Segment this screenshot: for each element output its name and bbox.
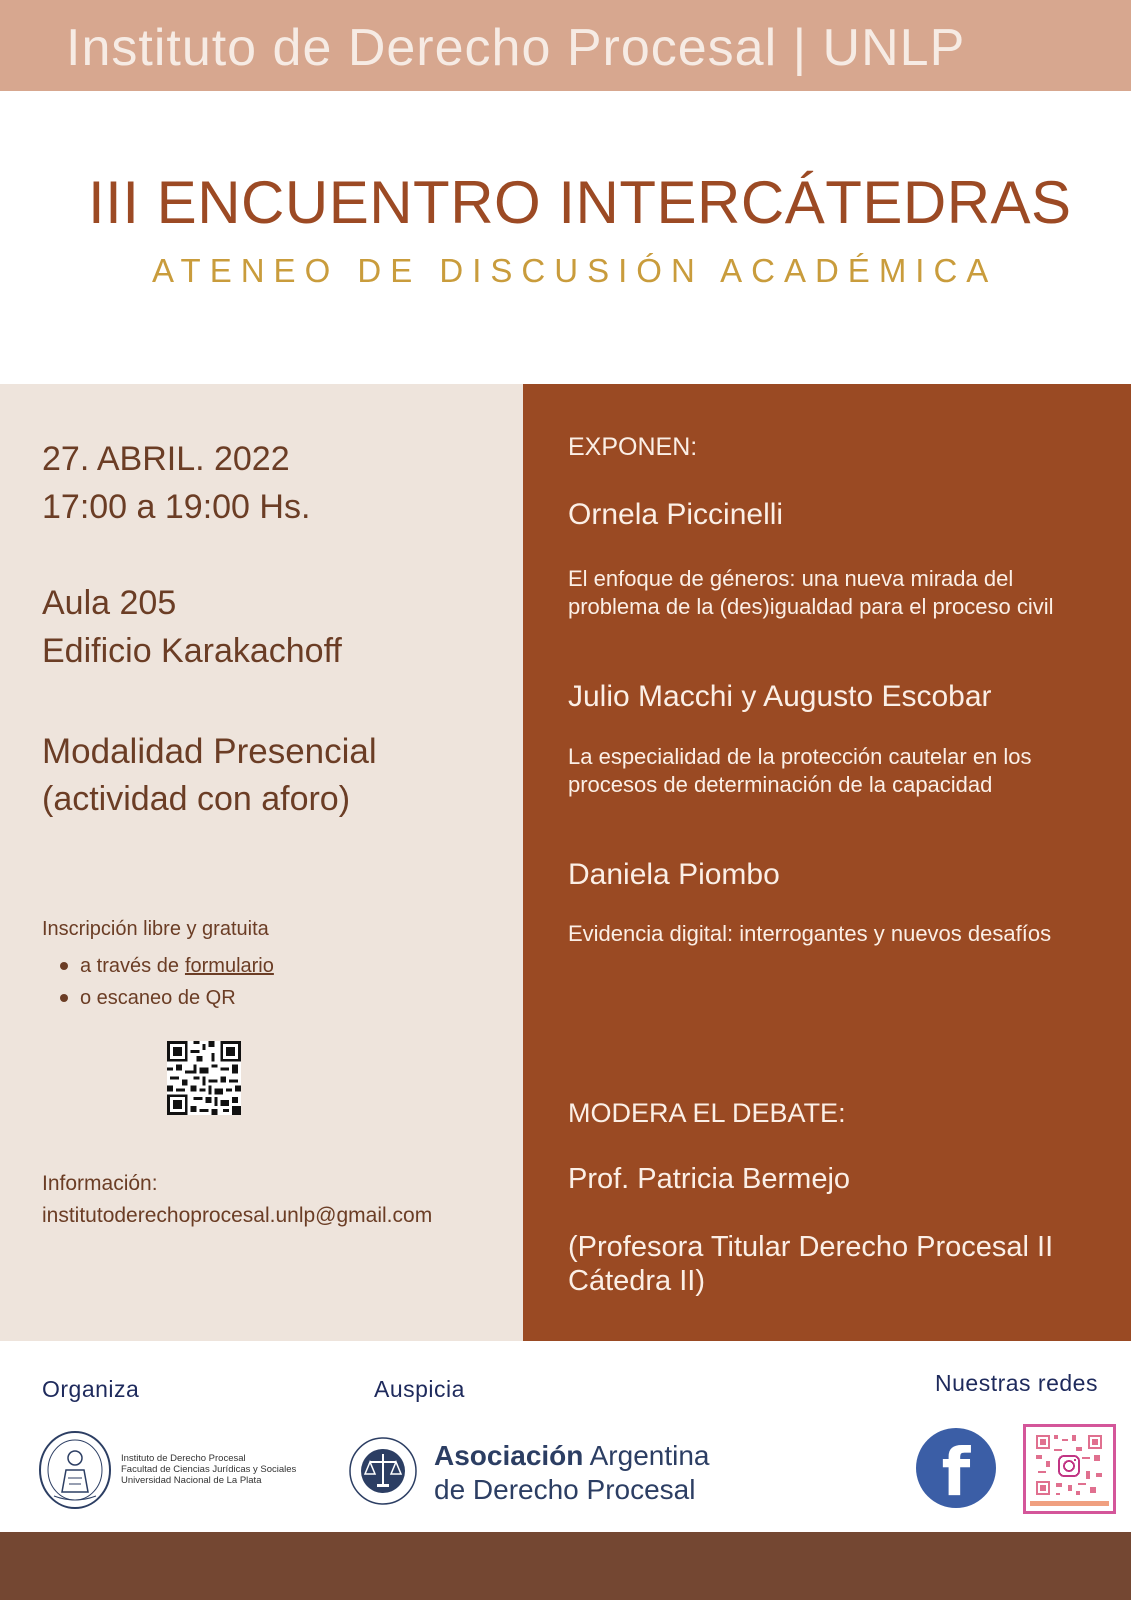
speaker-name: Julio Macchi y Augusto Escobar xyxy=(568,680,992,713)
sponsor-name-line2: de Derecho Procesal xyxy=(434,1474,696,1505)
event-details-panel xyxy=(0,384,523,1341)
organizer-text xyxy=(121,1453,296,1486)
banner-title: Instituto de Derecho Procesal | UNLP xyxy=(66,19,966,77)
info-label: Información: xyxy=(42,1172,158,1195)
registration-qr-text: o escaneo de QR xyxy=(80,986,236,1009)
speaker-name: Daniela Piombo xyxy=(568,858,780,891)
list-item xyxy=(60,982,274,1014)
registration-qr-code[interactable] xyxy=(167,1041,241,1115)
facebook-icon[interactable] xyxy=(916,1428,996,1511)
info-email[interactable]: institutoderechoprocesal.unlp@gmail.com xyxy=(42,1204,433,1227)
moderator-role: (Profesora Titular Derecho Procesal II Cátedra II) xyxy=(568,1231,1054,1297)
organiza-label: Organiza xyxy=(42,1376,140,1402)
event-title: III ENCUENTRO INTERCÁTEDRAS xyxy=(88,169,1072,236)
organizer-line: Instituto de Derecho Procesal xyxy=(121,1453,246,1464)
registration-list xyxy=(60,950,274,1014)
speaker-topic: Evidencia digital: interrogantes y nuevos desafíos xyxy=(568,921,1052,946)
moderator-name: Prof. Patricia Bermejo xyxy=(568,1163,851,1195)
facebook-glyph-icon: f xyxy=(941,1434,971,1511)
auspicia-label: Auspicia xyxy=(374,1376,465,1402)
bullet-icon xyxy=(60,962,68,970)
sponsor-name-rest: Argentina xyxy=(583,1440,710,1471)
event-room: Aula 205 xyxy=(42,584,177,622)
sponsor-name-bold: Asociación xyxy=(434,1440,584,1471)
unlp-seal-logo xyxy=(38,1430,112,1510)
header-banner xyxy=(0,0,1131,91)
organizer-line: Facultad de Ciencias Jurídicas y Sociales xyxy=(121,1464,297,1475)
speaker-topic: La especialidad de la protección cautelar en los procesos de determinación de la capacidad xyxy=(568,744,1032,797)
moderator-heading: MODERA EL DEBATE: xyxy=(568,1098,846,1128)
event-date: 27. ABRIL. 2022 xyxy=(42,440,290,478)
event-subtitle: ATENEO DE DISCUSIÓN ACADÉMICA xyxy=(152,252,998,289)
organizer-line: Universidad Nacional de La Plata xyxy=(121,1475,262,1486)
event-time: 17:00 a 19:00 Hs. xyxy=(42,488,311,526)
list-item xyxy=(60,950,274,982)
speaker-name: Ornela Piccinelli xyxy=(568,498,784,531)
aadp-seal-logo xyxy=(348,1436,418,1506)
event-modality-note: (actividad con aforo) xyxy=(42,780,351,818)
registration-form-prefix: a través de xyxy=(80,954,179,977)
speakers-heading: EXPONEN: xyxy=(568,433,698,461)
event-modality: Modalidad Presencial xyxy=(42,732,377,771)
instagram-qr-icon[interactable] xyxy=(1023,1424,1116,1514)
registration-form-link[interactable]: formulario xyxy=(184,954,274,977)
event-building: Edificio Karakachoff xyxy=(42,632,342,670)
bullet-icon xyxy=(60,994,68,1002)
social-networks-label: Nuestras redes xyxy=(935,1370,1098,1396)
speaker-topic: El enfoque de géneros: una nueva mirada del problema de la (des)igualdad para el proceso civil xyxy=(568,566,1054,619)
sponsor-name xyxy=(434,1440,710,1472)
footer-bar xyxy=(0,1532,1131,1600)
registration-heading: Inscripción libre y gratuita xyxy=(42,918,269,940)
